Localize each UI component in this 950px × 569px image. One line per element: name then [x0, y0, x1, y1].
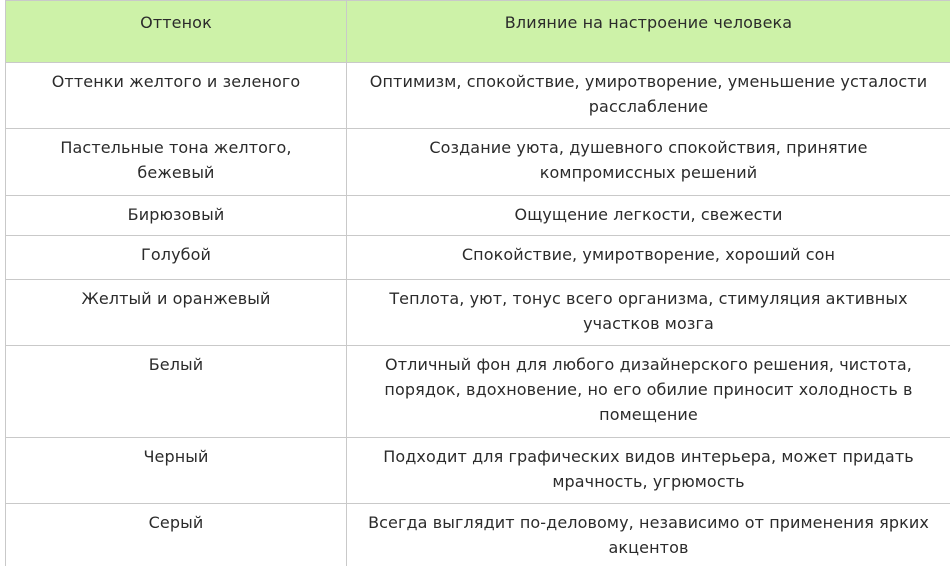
shade-cell: [6, 129, 347, 196]
effect-line: акцентов: [608, 538, 689, 557]
shade-cell: Белый: [6, 346, 347, 438]
effect-line: порядок, вдохновение, но его обилие приносит холодность в: [384, 380, 913, 399]
effect-cell: [347, 438, 950, 504]
shade-cell: Серый: [6, 504, 347, 567]
effect-cell: [347, 63, 950, 129]
effect-line: Отличный фон для любого дизайнерского решения, чистота,: [385, 355, 912, 374]
table-row: [6, 346, 950, 438]
table-row: [6, 504, 950, 567]
effect-line: помещение: [599, 405, 698, 424]
table-header-row: [6, 1, 950, 63]
effect-cell: [347, 236, 950, 280]
header-effect: Влияние на настроение человека: [347, 1, 950, 63]
effect-line: Подходит для графических видов интерьера, может придать: [383, 447, 914, 466]
effect-cell: [347, 196, 950, 236]
shade-cell: Черный: [6, 438, 347, 504]
table-row: [6, 236, 950, 280]
effect-line: Оптимизм, спокойствие, умиротворение, уменьшение усталости: [369, 72, 928, 91]
effect-line: Теплота, уют, тонус всего организма, стимуляция активных: [389, 289, 908, 308]
shade-line: Пастельные тона желтого,: [60, 138, 292, 157]
effect-line: Ощущение легкости, свежести: [514, 205, 783, 224]
effect-line: компромиссных решений: [539, 163, 758, 182]
shade-cell: Оттенки желтого и зеленого: [6, 63, 347, 129]
effect-line: Создание уюта, душевного спокойствия, принятие: [429, 138, 868, 157]
effect-line: Спокойствие, умиротворение, хороший сон: [461, 245, 836, 264]
shade-cell: Голубой: [6, 236, 347, 280]
effect-cell: [347, 504, 950, 567]
shade-line: бежевый: [137, 163, 215, 182]
table-row: [6, 129, 950, 196]
effect-cell: [347, 346, 950, 438]
header-shade: Оттенок: [6, 1, 347, 63]
effect-cell: [347, 129, 950, 196]
effect-cell: [347, 280, 950, 346]
color-mood-table-container: [5, 0, 950, 566]
effect-line: Всегда выглядит по-деловому, независимо от применения ярких: [368, 513, 929, 532]
color-mood-table: [5, 0, 950, 566]
effect-line: участков мозга: [583, 314, 714, 333]
shade-cell: Желтый и оранжевый: [6, 280, 347, 346]
effect-line: мрачность, угрюмость: [552, 472, 745, 491]
table-row: [6, 196, 950, 236]
effect-line: расслабление: [588, 97, 709, 116]
table-row: [6, 63, 950, 129]
shade-cell: Бирюзовый: [6, 196, 347, 236]
table-row: [6, 280, 950, 346]
table-row: [6, 438, 950, 504]
